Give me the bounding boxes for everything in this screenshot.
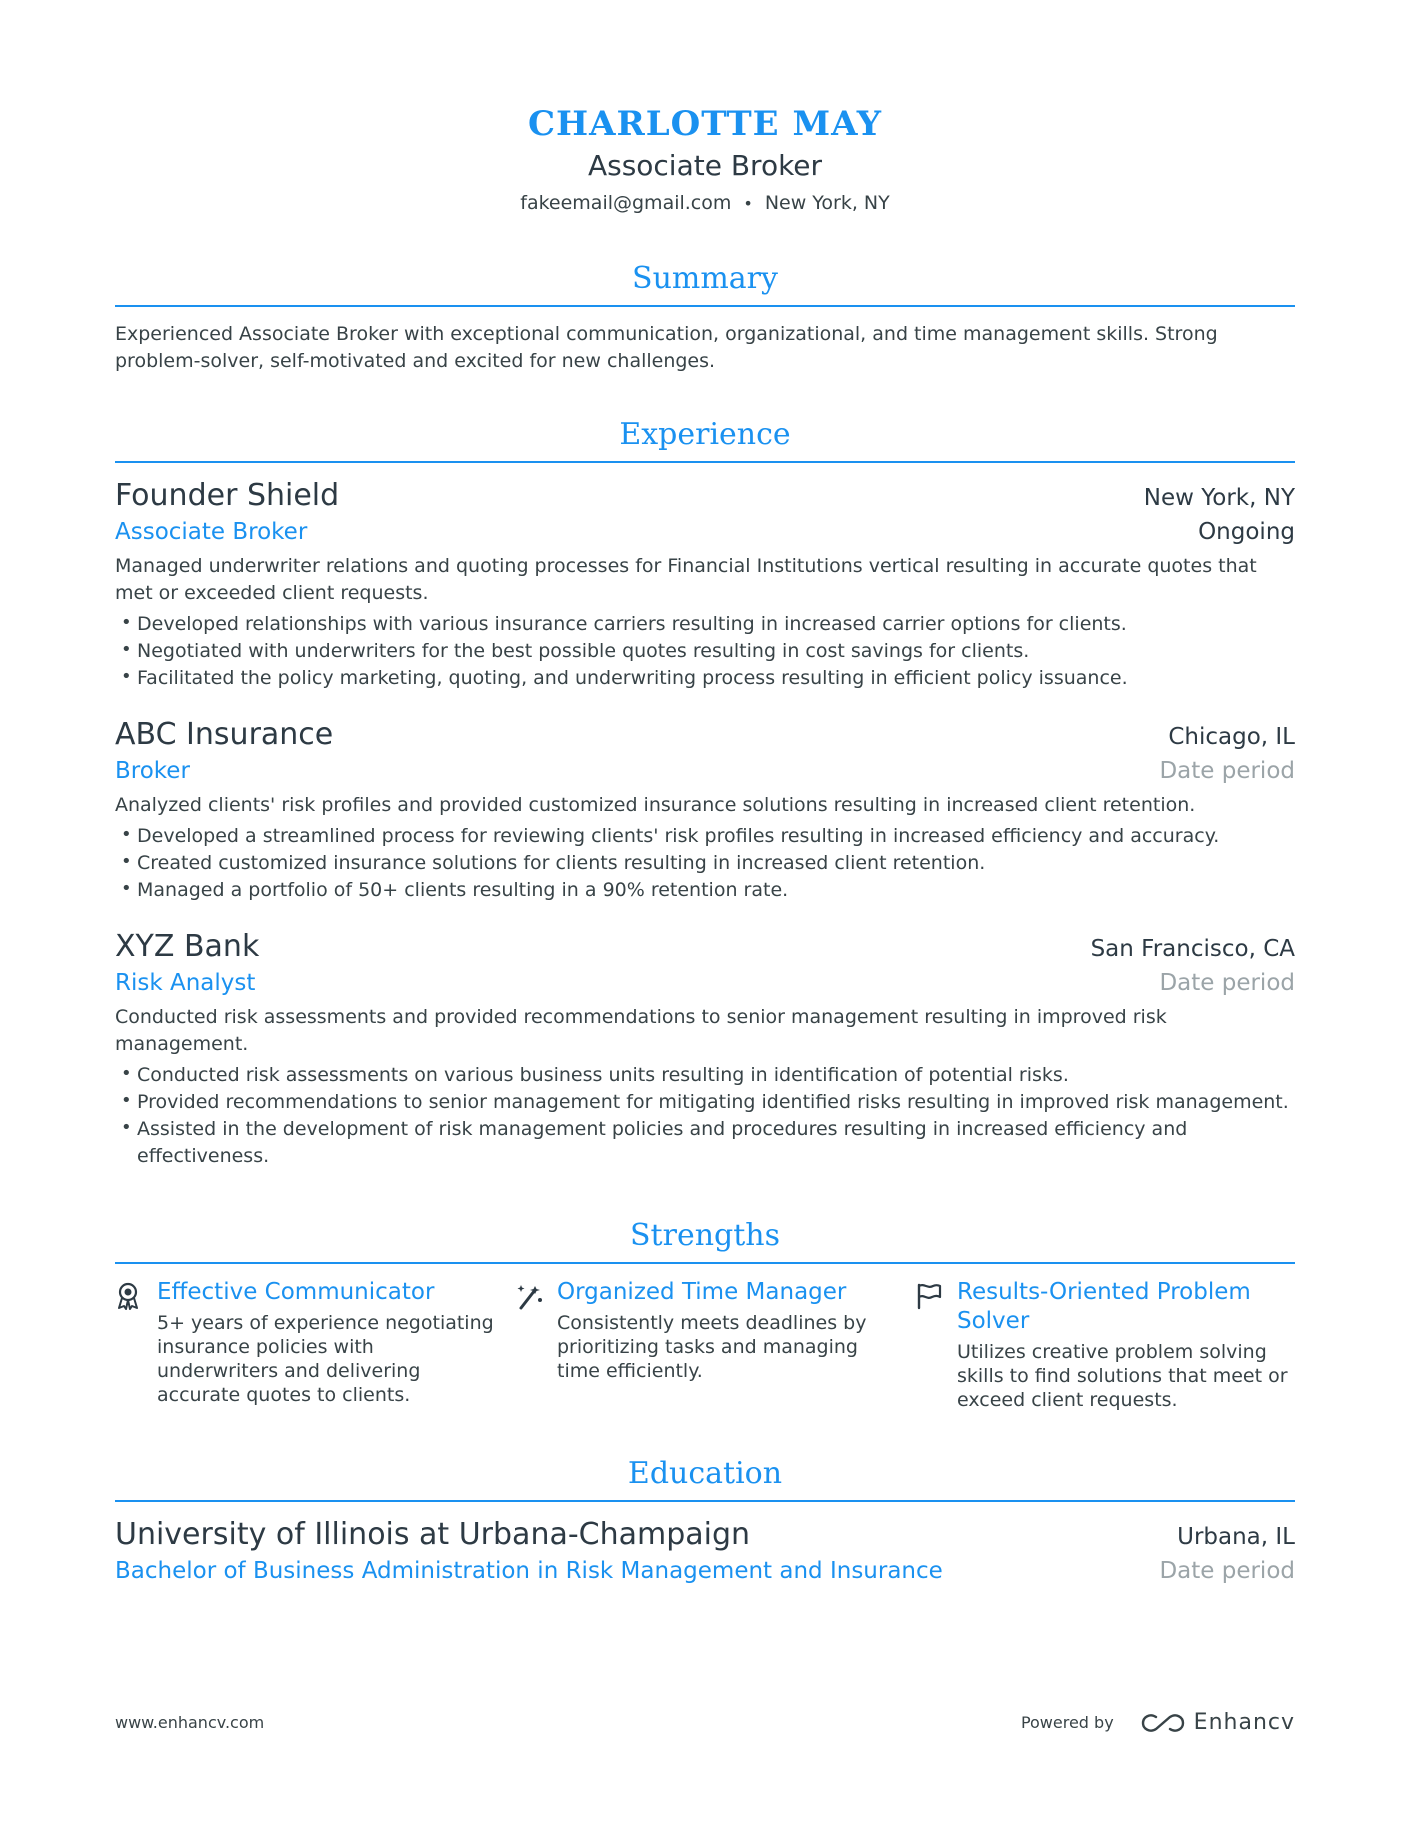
strength-item	[515, 1278, 915, 1412]
job-role: Broker	[115, 758, 190, 784]
job-bullets	[115, 823, 1295, 904]
magic-wand-icon	[515, 1278, 557, 1412]
job-location: New York, NY	[1143, 485, 1295, 511]
flag-icon	[915, 1278, 957, 1412]
contact-separator: •	[743, 194, 753, 213]
job-date: Date period	[1159, 970, 1295, 996]
enhancv-logo-icon	[1140, 1711, 1186, 1735]
job-bullets	[115, 611, 1295, 692]
job-bullet: • Facilitated the policy marketing, quoting, and underwriting process resulting in efficient policy issuance.	[115, 665, 1295, 692]
powered-by	[1021, 1710, 1295, 1735]
job-role: Risk Analyst	[115, 970, 256, 996]
footer	[115, 1710, 1295, 1735]
footer-site-link[interactable]: www.enhancv.com	[115, 1713, 265, 1732]
summary-text: Experienced Associate Broker with exceptional communication, organizational, and time management skills. Strong problem-solver, self-motivated and excited for new challenges.	[115, 323, 1218, 372]
education-degree: Bachelor of Business Administration in Risk Management and Insurance	[115, 1558, 943, 1584]
job-description: Analyzed clients' risk profiles and provided customized insurance solutions resulting in increased client retention.	[115, 794, 1196, 816]
resume-header	[115, 0, 1295, 217]
award-ribbon-icon	[115, 1278, 157, 1412]
education-date: Date period	[1159, 1558, 1295, 1584]
strengths-section	[115, 1216, 1295, 1412]
job-role: Associate Broker	[115, 519, 308, 545]
brand-logo[interactable]	[1140, 1710, 1295, 1735]
job-description: Conducted risk assessments and provided recommendations to senior management resulting in improved risk management.	[115, 1006, 1167, 1055]
job-company: XYZ Bank	[115, 929, 260, 964]
strength-title: Results-Oriented Problem Solver	[957, 1279, 1251, 1334]
strength-text: Consistently meets deadlines by prioritizing tasks and managing time efficiently.	[557, 1312, 867, 1382]
job-bullet: • Managed a portfolio of 50+ clients resulting in a 90% retention rate.	[115, 877, 1295, 904]
job-bullet: • Provided recommendations to senior management for mitigating identified risks resulting in improved risk management.	[115, 1089, 1295, 1116]
resume-page	[115, 0, 1295, 1588]
job-company: Founder Shield	[115, 478, 340, 513]
job-bullet: • Developed a streamlined process for reviewing clients' risk profiles resulting in increased efficiency and accuracy.	[115, 823, 1295, 850]
summary-heading: Summary	[115, 259, 1295, 307]
experience-heading: Experience	[115, 415, 1295, 463]
summary-section	[115, 259, 1295, 375]
job-company: ABC Insurance	[115, 717, 334, 752]
job-location: Chicago, IL	[1168, 724, 1295, 750]
job-entry	[115, 716, 1295, 904]
job-date: Ongoing	[1198, 519, 1295, 545]
job-bullet: • Conducted risk assessments on various business units resulting in identification of potential risks.	[115, 1062, 1295, 1089]
contact-location: New York, NY	[764, 192, 890, 214]
job-bullet: • Created customized insurance solutions for clients resulting in increased client retention.	[115, 850, 1295, 877]
powered-by-label: Powered by	[1020, 1713, 1114, 1732]
job-bullet: • Negotiated with underwriters for the best possible quotes resulting in cost savings for clients.	[115, 638, 1295, 665]
strength-text: Utilizes creative problem solving skills to find solutions that meet or exceed client requests.	[957, 1341, 1288, 1411]
strength-text: 5+ years of experience negotiating insurance policies with underwriters and delivering accurate quotes to clients.	[157, 1312, 494, 1406]
strength-item	[915, 1278, 1295, 1412]
experience-section	[115, 415, 1295, 1170]
job-bullet: • Developed relationships with various insurance carriers resulting in increased carrier options for clients.	[115, 611, 1295, 638]
job-location: San Francisco, CA	[1090, 936, 1295, 962]
education-school: University of Illinois at Urbana-Champaign	[115, 1517, 751, 1552]
education-heading: Education	[115, 1454, 1295, 1502]
strength-item	[115, 1278, 515, 1412]
education-entry	[115, 1516, 1295, 1588]
job-bullet: • Assisted in the development of risk management policies and procedures resulting in increased efficiency and effectiveness.	[115, 1116, 1295, 1170]
education-section	[115, 1454, 1295, 1588]
strength-title: Organized Time Manager	[557, 1279, 847, 1305]
job-description: Managed underwriter relations and quoting processes for Financial Institutions vertical resulting in accurate quotes that met or exceeded client requests.	[115, 555, 1257, 604]
education-location: Urbana, IL	[1177, 1524, 1295, 1550]
strength-title: Effective Communicator	[157, 1279, 435, 1305]
contact-line	[115, 190, 1295, 217]
job-entry	[115, 477, 1295, 692]
job-date: Date period	[1159, 758, 1295, 784]
job-bullets	[115, 1062, 1295, 1170]
candidate-name: CHARLOTTE MAY	[527, 104, 883, 144]
job-entry	[115, 928, 1295, 1170]
strengths-list	[115, 1278, 1295, 1412]
contact-email[interactable]: fakeemail@gmail.com	[520, 192, 732, 214]
strengths-heading: Strengths	[115, 1216, 1295, 1264]
brand-name: Enhancv	[1193, 1710, 1295, 1735]
candidate-title: Associate Broker	[587, 149, 823, 182]
